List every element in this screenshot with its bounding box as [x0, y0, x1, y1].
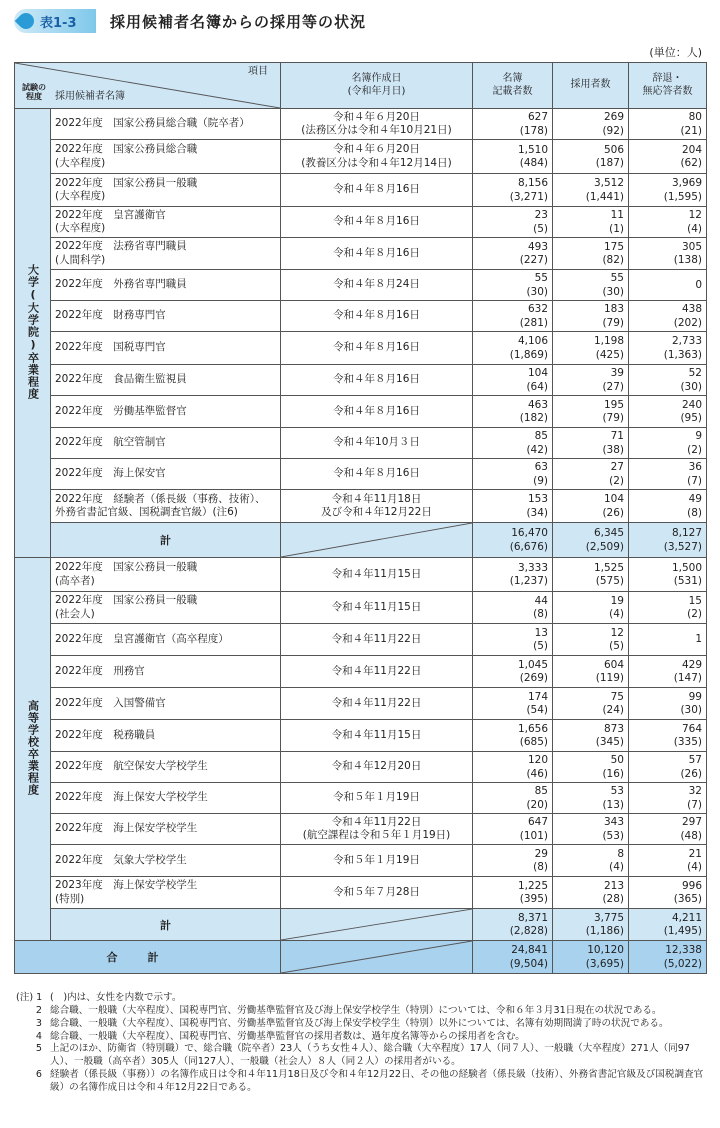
- group2-label-text: 高等学校卒業程度: [26, 699, 40, 796]
- group2-total-row: [15, 909, 707, 941]
- subtotal-declined: 4,211 (1,495): [629, 909, 707, 941]
- cell-declined: 3,969 (1,595): [629, 174, 707, 207]
- cell-declined: 204 (62): [629, 140, 707, 174]
- cell-hired: 183 (79): [553, 301, 629, 332]
- cell-declined: 36 (7): [629, 459, 707, 490]
- cell-name: 2022年度 国家公務員総合職（院卒者）: [51, 109, 281, 140]
- cell-name: 2022年度 皇宮護衛官（高卒程度）: [51, 624, 281, 656]
- cell-listed: 174 (54): [473, 688, 553, 720]
- table-row: [15, 814, 707, 845]
- cell-declined: 21 (4): [629, 845, 707, 877]
- cell-declined: 1,500 (531): [629, 558, 707, 592]
- cell-declined: 32 (7): [629, 783, 707, 814]
- cell-name: 2022年度 航空保安大学校学生: [51, 752, 281, 783]
- table-title-bar: [14, 8, 366, 34]
- header-date: 名簿作成日 (令和年月日): [281, 63, 473, 109]
- cell-listed: 85 (20): [473, 783, 553, 814]
- cell-listed: 29 (8): [473, 845, 553, 877]
- cell-declined: 438 (202): [629, 301, 707, 332]
- table-row: [15, 428, 707, 459]
- cell-date: 令和４年６月20日 (法務区分は令和４年10月21日): [281, 109, 473, 140]
- cell-hired: 195 (79): [553, 396, 629, 428]
- cell-listed: 44 (8): [473, 592, 553, 624]
- cell-date: 令和５年１月19日: [281, 845, 473, 877]
- table-row: [15, 332, 707, 365]
- table-row: [15, 109, 707, 140]
- cell-name: 2022年度 海上保安官: [51, 459, 281, 490]
- table-row: [15, 656, 707, 688]
- header-declined: 辞退・ 無応答者数: [629, 63, 707, 109]
- cell-date: 令和４年11月22日: [281, 688, 473, 720]
- table-row: [15, 365, 707, 396]
- cell-declined: 52 (30): [629, 365, 707, 396]
- footnote-item: [16, 1031, 706, 1044]
- footnote-item: [16, 1005, 706, 1018]
- cell-hired: 53 (13): [553, 783, 629, 814]
- subtotal-declined: 8,127 (3,527): [629, 523, 707, 558]
- table-number: 表1-3: [40, 15, 77, 31]
- grand-total-declined: 12,338 (5,022): [629, 941, 707, 974]
- cell-listed: 13 (5): [473, 624, 553, 656]
- subtotal-hired: 6,345 (2,509): [553, 523, 629, 558]
- cell-listed: 120 (46): [473, 752, 553, 783]
- cell-date: 令和４年８月16日: [281, 301, 473, 332]
- cell-name: 2022年度 刑務官: [51, 656, 281, 688]
- cell-hired: 55 (30): [553, 270, 629, 301]
- footnote-number: 4: [35, 1030, 42, 1042]
- cell-name: 2022年度 税務職員: [51, 720, 281, 752]
- table-row: [15, 558, 707, 592]
- cell-declined: 15 (2): [629, 592, 707, 624]
- cell-declined: 305 (138): [629, 238, 707, 270]
- cell-name: 2022年度 労働基準監督官: [51, 396, 281, 428]
- cell-hired: 343 (53): [553, 814, 629, 845]
- table-number-badge: [14, 9, 96, 33]
- recruitment-table: [14, 62, 707, 974]
- cell-name: 2022年度 皇宮護衛官 (大卒程度): [51, 207, 281, 238]
- cell-name: 2022年度 国家公務員総合職 (大卒程度): [51, 140, 281, 174]
- header-list-name: 採用候補者名簿: [55, 90, 125, 102]
- cell-date: 令和４年10月３日: [281, 428, 473, 459]
- grand-total-date-cell: [281, 941, 473, 974]
- cell-name: 2022年度 海上保安大学校学生: [51, 783, 281, 814]
- cell-date: 令和４年８月16日: [281, 396, 473, 428]
- table-row: [15, 845, 707, 877]
- cell-date: 令和４年12月20日: [281, 752, 473, 783]
- cell-name: 2022年度 海上保安学校学生: [51, 814, 281, 845]
- cell-name: 2022年度 財務専門官: [51, 301, 281, 332]
- cell-listed: 3,333 (1,237): [473, 558, 553, 592]
- cell-name: 2022年度 航空管制官: [51, 428, 281, 459]
- table-row: [15, 720, 707, 752]
- footnote-text: ( )内は、女性を内数で示す。: [50, 992, 182, 1003]
- cell-name: 2022年度 法務省専門職員 (人間科学): [51, 238, 281, 270]
- cell-date: 令和４年８月16日: [281, 332, 473, 365]
- cell-hired: 104 (26): [553, 490, 629, 523]
- cell-listed: 493 (227): [473, 238, 553, 270]
- footnote-item: [16, 1018, 706, 1031]
- group1-total-row: [15, 523, 707, 558]
- cell-date: 令和４年11月22日 (航空課程は令和５年１月19日): [281, 814, 473, 845]
- table-row: [15, 490, 707, 523]
- cell-declined: 764 (335): [629, 720, 707, 752]
- cell-listed: 153 (34): [473, 490, 553, 523]
- table-row: [15, 877, 707, 909]
- cell-declined: 240 (95): [629, 396, 707, 428]
- cell-name: 2022年度 国家公務員一般職 (高卒者): [51, 558, 281, 592]
- footnote-text: 総合職、一般職（大卒程度）、国税専門官、労働基準監督官及び海上保安学校学生（特別）については、令和６年３月31日現在の状況である。: [50, 1004, 662, 1016]
- subtotal-date-cell: [281, 909, 473, 941]
- table-row: [15, 396, 707, 428]
- cell-hired: 11 (1): [553, 207, 629, 238]
- header-exam-level: 試験の程度: [22, 83, 46, 102]
- subtotal-label: 計: [51, 523, 281, 558]
- cell-date: 令和５年１月19日: [281, 783, 473, 814]
- drop-icon: [15, 10, 38, 33]
- table-row: [15, 174, 707, 207]
- cell-date: 令和４年11月15日: [281, 558, 473, 592]
- cell-hired: 269 (92): [553, 109, 629, 140]
- footnotes: [16, 992, 706, 1095]
- footnote-item: [16, 992, 706, 1005]
- cell-hired: 27 (2): [553, 459, 629, 490]
- table-row: [15, 270, 707, 301]
- cell-name: 2022年度 気象大学校学生: [51, 845, 281, 877]
- cell-hired: 8 (4): [553, 845, 629, 877]
- grand-total-label: 合計: [15, 941, 281, 974]
- cell-declined: 12 (4): [629, 207, 707, 238]
- cell-hired: 1,198 (425): [553, 332, 629, 365]
- cell-declined: 0: [629, 270, 707, 301]
- grand-total-listed: 24,841 (9,504): [473, 941, 553, 974]
- cell-declined: 2,733 (1,363): [629, 332, 707, 365]
- table-row: [15, 592, 707, 624]
- group1-label: [15, 109, 51, 558]
- cell-name: 2023年度 海上保安学校学生 (特別): [51, 877, 281, 909]
- cell-listed: 63 (9): [473, 459, 553, 490]
- footnote-text: 経験者（係長級（事務））の名簿作成日は令和４年11月18日及び令和４年12月22日、その他の経験者（係長級（技術）、外務省書記官級及び国税調査官級）の名簿作成日は令和４年12月22日である。: [50, 1069, 704, 1093]
- footnote-number: 6: [35, 1069, 42, 1081]
- cell-listed: 85 (42): [473, 428, 553, 459]
- cell-date: 令和４年８月16日: [281, 207, 473, 238]
- cell-hired: 175 (82): [553, 238, 629, 270]
- cell-date: 令和５年７月28日: [281, 877, 473, 909]
- cell-listed: 463 (182): [473, 396, 553, 428]
- cell-date: 令和４年８月16日: [281, 238, 473, 270]
- footnote-number: (注) 1: [16, 992, 43, 1003]
- table-row: [15, 238, 707, 270]
- cell-hired: 71 (38): [553, 428, 629, 459]
- cell-hired: 1,525 (575): [553, 558, 629, 592]
- footnote-text: 上記のほか、防衛省（特別職）で、総合職（院卒者）23人（うち女性４人）、総合職（大卒程度）17人（同７人）、一般職（大卒程度）271人（同97人）、一般職（高卒者）305人（同127人）、一般職（社会人）８人（同２人）の採用者がいる。: [50, 1043, 690, 1068]
- grand-total-hired: 10,120 (3,695): [553, 941, 629, 974]
- footnote-number: 2: [35, 1004, 42, 1016]
- footnote-text: 総合職、一般職（大卒程度）、国税専門官、労働基準監督官及び海上保安学校学生（特別）以外については、名簿有効期間満了時の状況である。: [50, 1017, 669, 1029]
- subtotal-listed: 16,470 (6,676): [473, 523, 553, 558]
- cell-date: 令和４年８月16日: [281, 365, 473, 396]
- page-title: 採用候補者名簿からの採用等の状況: [110, 12, 367, 31]
- cell-hired: 19 (4): [553, 592, 629, 624]
- group2-label: [15, 558, 51, 941]
- cell-hired: 50 (16): [553, 752, 629, 783]
- cell-listed: 23 (5): [473, 207, 553, 238]
- cell-hired: 873 (345): [553, 720, 629, 752]
- cell-name: 2022年度 経験者（係長級（事務、技術）、 外務省書記官級、国税調査官級）(注6): [51, 490, 281, 523]
- cell-declined: 996 (365): [629, 877, 707, 909]
- grand-total-row: [15, 941, 707, 974]
- table-row: [15, 301, 707, 332]
- header-hired: 採用者数: [553, 63, 629, 109]
- table-row: [15, 140, 707, 174]
- cell-listed: 55 (30): [473, 270, 553, 301]
- subtotal-hired: 3,775 (1,186): [553, 909, 629, 941]
- cell-date: 令和４年11月22日: [281, 624, 473, 656]
- cell-declined: 49 (8): [629, 490, 707, 523]
- cell-listed: 632 (281): [473, 301, 553, 332]
- cell-hired: 39 (27): [553, 365, 629, 396]
- header-listed: 名簿 記載者数: [473, 63, 553, 109]
- cell-name: 2022年度 国税専門官: [51, 332, 281, 365]
- cell-date: 令和４年11月15日: [281, 592, 473, 624]
- cell-hired: 75 (24): [553, 688, 629, 720]
- cell-listed: 627 (178): [473, 109, 553, 140]
- footnote-number: 5: [35, 1043, 42, 1055]
- cell-hired: 604 (119): [553, 656, 629, 688]
- cell-declined: 99 (30): [629, 688, 707, 720]
- cell-name: 2022年度 食品衛生監視員: [51, 365, 281, 396]
- cell-name: 2022年度 外務省専門職員: [51, 270, 281, 301]
- cell-listed: 4,106 (1,869): [473, 332, 553, 365]
- footnote-item: [16, 1043, 706, 1069]
- footnote-item: [16, 1069, 706, 1095]
- cell-declined: 1: [629, 624, 707, 656]
- cell-hired: 213 (28): [553, 877, 629, 909]
- cell-declined: 57 (26): [629, 752, 707, 783]
- cell-date: 令和４年11月22日: [281, 656, 473, 688]
- cell-declined: 9 (2): [629, 428, 707, 459]
- cell-declined: 429 (147): [629, 656, 707, 688]
- cell-date: 令和４年11月15日: [281, 720, 473, 752]
- table-row: [15, 624, 707, 656]
- group1-label-text: 大学(大学院)卒業程度: [26, 263, 40, 400]
- cell-listed: 1,656 (685): [473, 720, 553, 752]
- cell-hired: 3,512 (1,441): [553, 174, 629, 207]
- cell-listed: 647 (101): [473, 814, 553, 845]
- cell-hired: 12 (5): [553, 624, 629, 656]
- cell-hired: 506 (187): [553, 140, 629, 174]
- cell-listed: 8,156 (3,271): [473, 174, 553, 207]
- cell-date: 令和４年８月16日: [281, 174, 473, 207]
- header-corner: [15, 63, 281, 109]
- cell-listed: 1,225 (395): [473, 877, 553, 909]
- unit-label: (単位：人): [649, 46, 702, 59]
- table-row: [15, 783, 707, 814]
- subtotal-listed: 8,371 (2,828): [473, 909, 553, 941]
- cell-date: 令和４年８月16日: [281, 459, 473, 490]
- cell-date: 令和４年６月20日 (教養区分は令和４年12月14日): [281, 140, 473, 174]
- cell-listed: 1,510 (484): [473, 140, 553, 174]
- table-row: [15, 688, 707, 720]
- subtotal-label: 計: [51, 909, 281, 941]
- cell-name: 2022年度 国家公務員一般職 (社会人): [51, 592, 281, 624]
- footnote-number: 3: [35, 1017, 42, 1029]
- cell-listed: 104 (64): [473, 365, 553, 396]
- cell-name: 2022年度 入国警備官: [51, 688, 281, 720]
- cell-date: 令和４年11月18日 及び令和４年12月22日: [281, 490, 473, 523]
- cell-date: 令和４年８月24日: [281, 270, 473, 301]
- table-row: [15, 207, 707, 238]
- cell-declined: 297 (48): [629, 814, 707, 845]
- cell-declined: 80 (21): [629, 109, 707, 140]
- table-row: [15, 459, 707, 490]
- footnote-text: 総合職、一般職（大卒程度）、国税専門官、労働基準監督官の採用者数は、過年度名簿等からの採用者を含む。: [50, 1030, 525, 1042]
- cell-listed: 1,045 (269): [473, 656, 553, 688]
- table-row: [15, 752, 707, 783]
- header-item: 項目: [248, 66, 268, 77]
- cell-name: 2022年度 国家公務員一般職 (大卒程度): [51, 174, 281, 207]
- subtotal-date-cell: [281, 523, 473, 558]
